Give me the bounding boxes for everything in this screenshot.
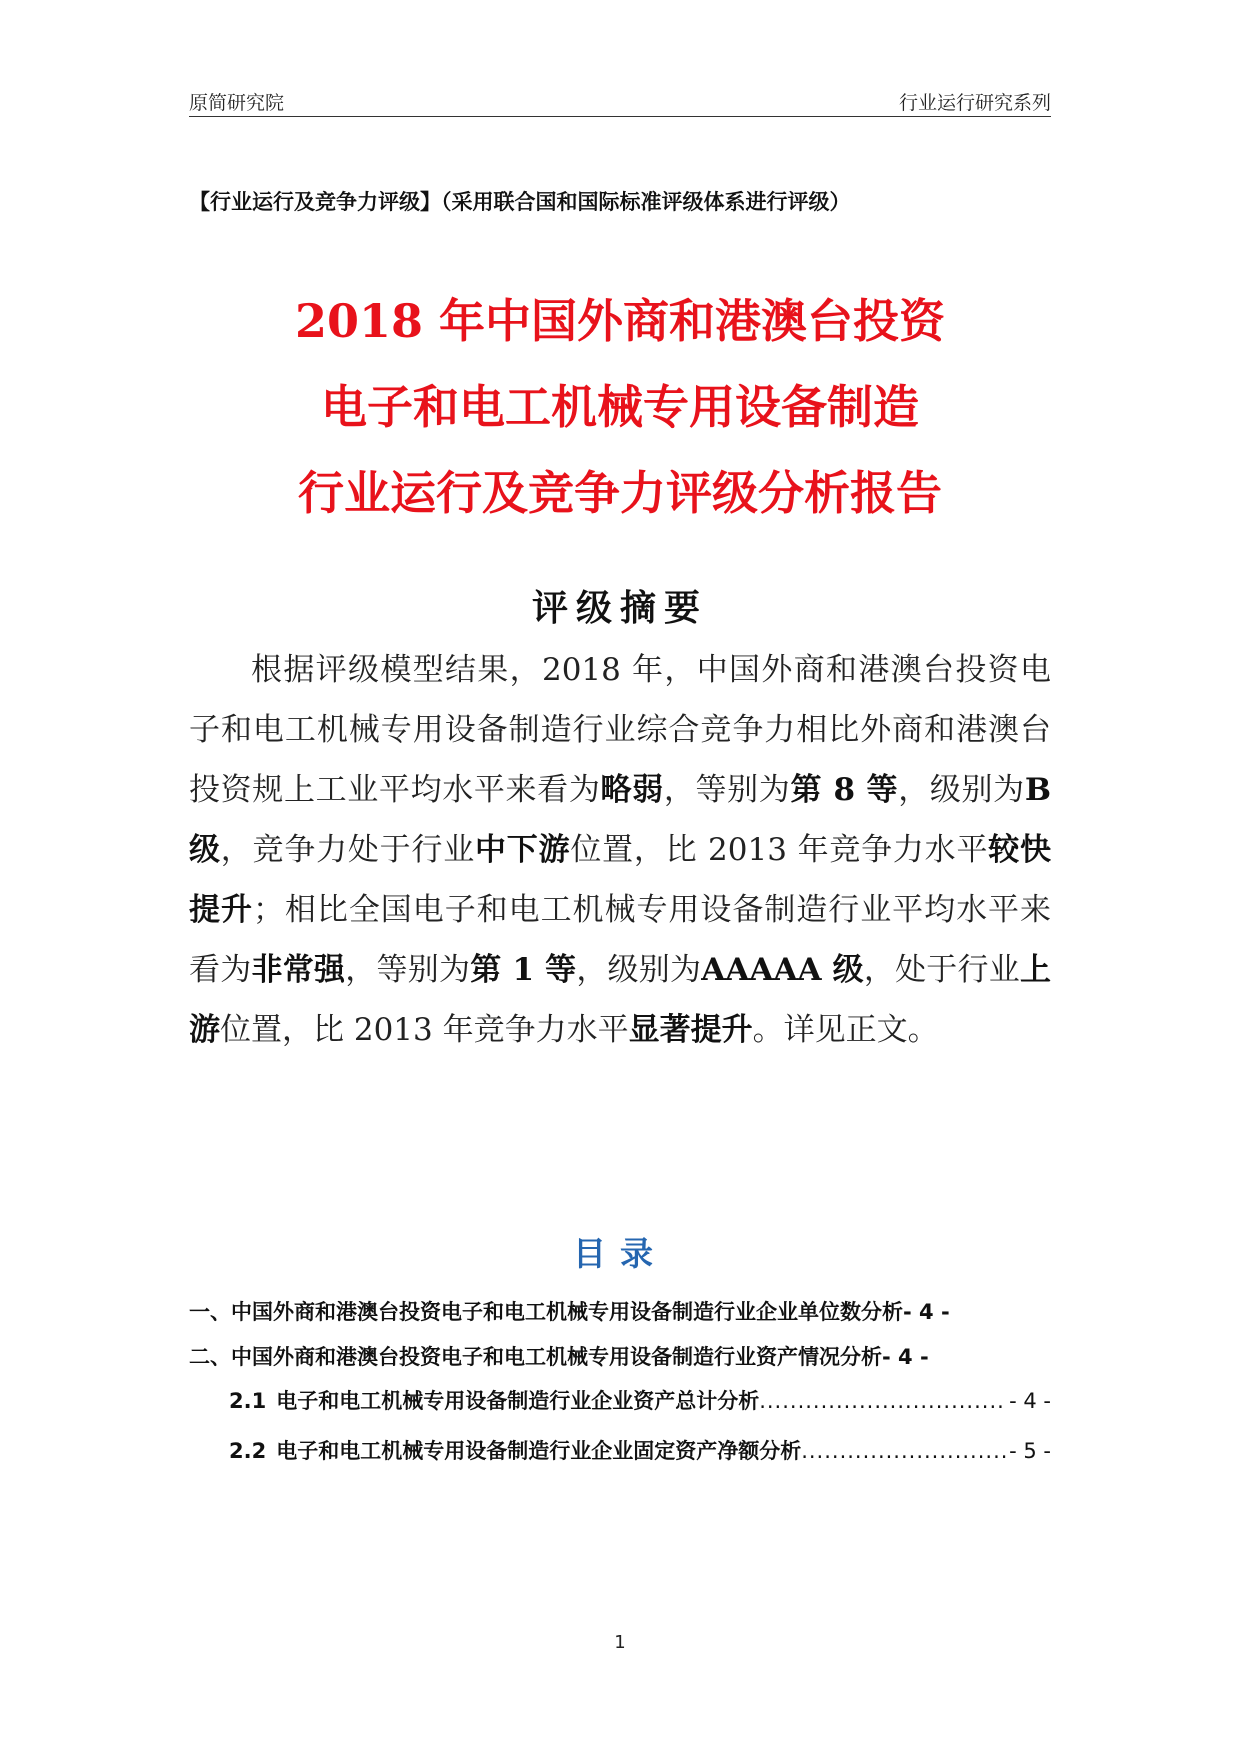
toc-entry-page: - 4 - (903, 1300, 950, 1324)
summary-text: 。详见正文。 (752, 1012, 939, 1048)
title-line-1: 2018 年中国外商和港澳台投资 (294, 294, 946, 348)
summary-paragraph (189, 640, 1051, 1060)
toc-subentry-number: 2.2 (229, 1439, 267, 1463)
summary-text: ，竞争力处于行业 (220, 832, 475, 868)
summary-emphasis: 中下游 (475, 832, 571, 868)
summary-emphasis: AAAAA 级 (701, 952, 864, 988)
toc-entry-2[interactable] (189, 1338, 1051, 1377)
toc-heading: 目录 (573, 1234, 667, 1273)
header-organization: 原简研究院 (189, 92, 285, 114)
summary-heading: 评级摘要 (531, 588, 708, 629)
summary-emphasis: 第 1 等 (470, 952, 577, 988)
summary-emphasis: 上游 (189, 952, 1052, 1048)
summary-text: ，级别为 (898, 772, 1025, 808)
summary-text: ，级别为 (576, 952, 702, 988)
toc-subentry-page: - 5 - (1009, 1439, 1051, 1463)
report-title (160, 278, 1080, 536)
summary-text: ，处于行业 (863, 952, 1021, 988)
header-series: 行业运行研究系列 (898, 92, 1051, 114)
page-number: 1 (614, 1632, 626, 1653)
toc-subentry-2-1[interactable] (229, 1383, 1051, 1419)
summary-emphasis: B 级 (189, 772, 1052, 868)
toc-leader-dots (801, 1433, 1007, 1469)
summary-text: 根据评级模型结果，2018 年，中国外商和港澳台投资电子和电工机械专用设备制造行业综合竞争力相比外商和港澳台投资规上工业平均水平来看为 (189, 652, 1051, 808)
toc-subentry-number: 2.1 (229, 1389, 267, 1413)
toc-entry-text: 二、中国外商和港澳台投资电子和电工机械专用设备制造行业资产情况分析 (189, 1345, 882, 1369)
toc-subentry-2-2[interactable] (229, 1433, 1051, 1469)
summary-emphasis: 略弱 (600, 772, 664, 808)
summary-text: ，等别为 (663, 772, 791, 808)
summary-emphasis: 较快提升 (189, 832, 1052, 928)
title-line-3: 行业运行及竞争力评级分析报告 (298, 466, 942, 520)
summary-text: ，等别为 (345, 952, 471, 988)
summary-text: 位置，比 2013 年竞争力水平 (220, 1012, 629, 1048)
summary-emphasis: 第 8 等 (790, 772, 899, 808)
toc-leader-dots (759, 1383, 1007, 1419)
header-divider (189, 116, 1051, 117)
title-line-2: 电子和电工机械专用设备制造 (321, 380, 919, 434)
toc-entry-page: - 4 - (882, 1345, 929, 1369)
summary-text: ；相比全国电子和电工机械专用设备制造行业平均水平来看为 (189, 892, 1052, 988)
toc-subentry-page: - 4 - (1009, 1389, 1051, 1413)
summary-text: 位置，比 2013 年竞争力水平 (570, 832, 989, 868)
table-of-contents (189, 1293, 1051, 1483)
summary-emphasis: 非常强 (251, 952, 346, 988)
summary-emphasis: 显著提升 (628, 1012, 753, 1048)
toc-subentry-text: 电子和电工机械专用设备制造行业企业资产总计分析 (276, 1389, 760, 1413)
toc-subentry-text: 电子和电工机械专用设备制造行业企业固定资产净额分析 (276, 1439, 802, 1463)
rating-note: 【行业运行及竞争力评级】（采用联合国和国际标准评级体系进行评级） (189, 190, 851, 214)
toc-entry-1[interactable] (189, 1293, 1051, 1332)
toc-entry-text: 一、中国外商和港澳台投资电子和电工机械专用设备制造行业企业单位数分析 (189, 1300, 903, 1324)
